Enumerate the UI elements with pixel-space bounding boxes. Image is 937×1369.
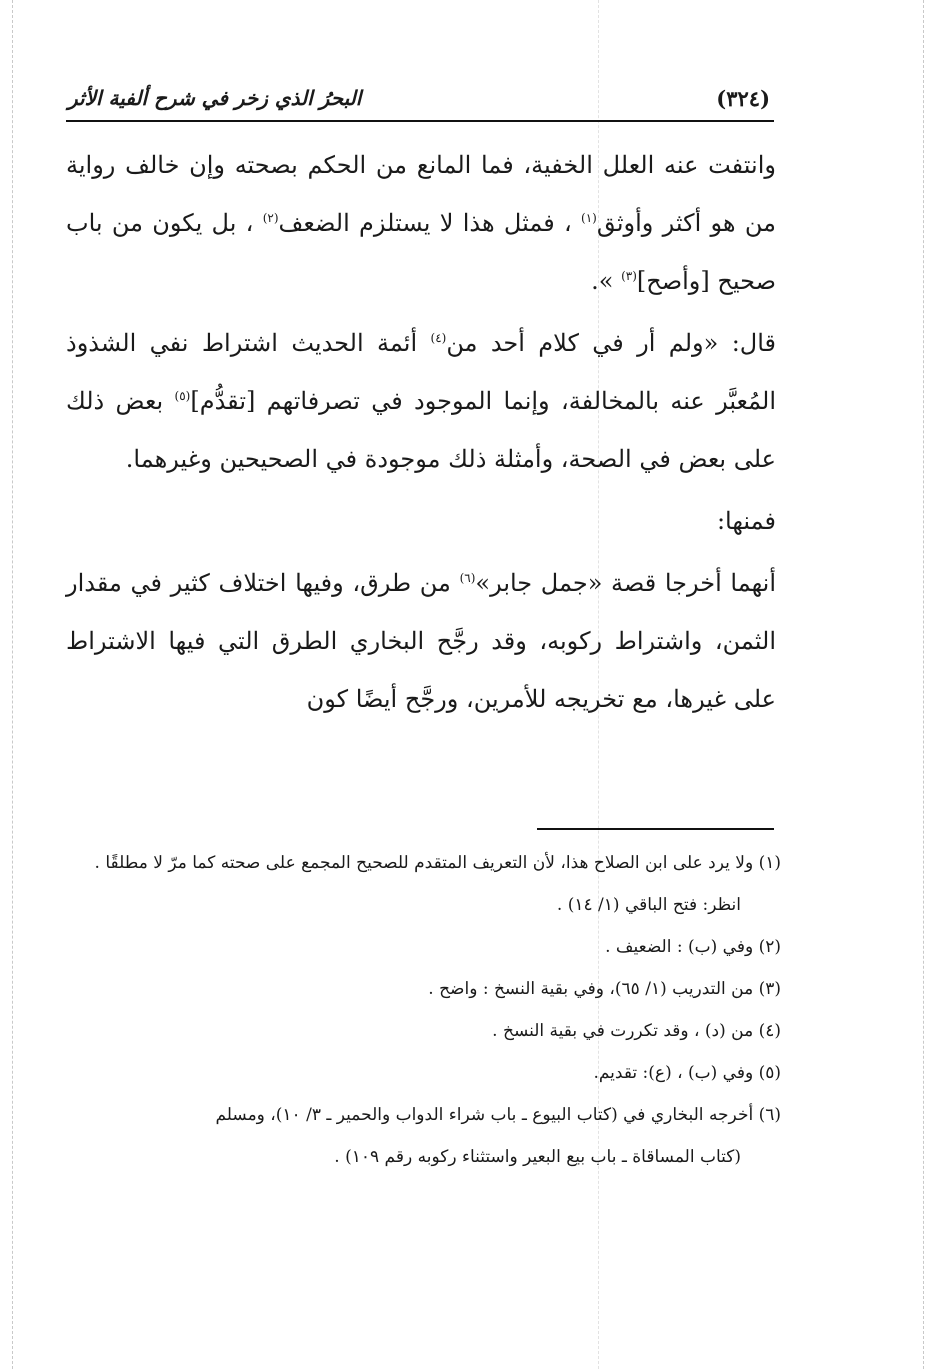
paragraph-3: فمنها:	[716, 507, 776, 535]
paragraph-4-text-b: من طرق، وفيها اختلاف كثير في مقدار الثمن، واشتراط ركوبه، وقد رجَّح البخاري الطرق التي فيها الاشتراط على غيرها، مع تخريجه للأمرين، ورجَّح أيضًا كون	[66, 569, 776, 713]
footnote-1: (١) ولا يرد على ابن الصلاح هذا، لأن التعريف المتقدم للصحيح المجمع على صحته كما مرّ لا مطلقًا .	[94, 853, 781, 873]
footnote-ref-1: (١)	[581, 211, 597, 225]
footnote-3: (٣) من التدريب (١/ ٦٥)، وفي بقية النسخ : واضح .	[428, 979, 781, 999]
footnote-ref-5: (٥)	[174, 389, 191, 403]
paragraph-1-text-c: ، بل يكون من باب صحيح [وأصح]	[66, 209, 776, 295]
footnote-2: (٢) وفي (ب) : الضعيف .	[605, 937, 781, 957]
paragraph-2	[66, 314, 776, 488]
footnote-separator	[537, 828, 774, 830]
footnote-4: (٤) من (د) ، وقد تكررت في بقية النسخ .	[492, 1021, 781, 1041]
footnote-ref-3: (٣)	[621, 269, 637, 283]
paragraph-4	[66, 554, 776, 728]
paragraph-1	[66, 136, 776, 310]
paragraph-1-text-b: ، فمثل هذا لا يستلزم الضعف	[278, 209, 581, 237]
running-title: البحرُ الذي زخر في شرح ألفية الأثر	[68, 86, 362, 110]
scan-guide-right	[923, 0, 924, 1369]
footnote-6: (٦) أخرجه البخاري في (كتاب البيوع ـ باب شراء الدواب والحمير ـ ٣/ ١٠)، ومسلم	[215, 1105, 781, 1125]
footnote-6-continued: (كتاب المساقاة ـ باب بيع البعير واستثناء ركوبه رقم ١٠٩) .	[334, 1147, 741, 1167]
page-header	[66, 82, 774, 122]
footnote-ref-4: (٤)	[430, 331, 447, 345]
paragraph-1-text-d: ».	[591, 267, 622, 295]
footnotes	[66, 842, 781, 1178]
paragraph-2-text-a: قال: «ولم أر في كلام أحد من	[446, 329, 777, 357]
footnote-ref-6: (٦)	[459, 571, 476, 585]
paragraph-2-text-b: أئمة الحديث اشتراط نفي الشذوذ المُعبَّر عنه بالمخالفة، وإنما الموجود في تصرفاتهم [تقدُّم]	[66, 329, 776, 415]
footnote-5: (٥) وفي (ب) ، (ع): تقديم.	[593, 1063, 781, 1083]
scan-guide-left	[12, 0, 13, 1369]
page-number: (٣٢٤)	[716, 86, 770, 111]
paragraph-4-text-a: أنهما أخرجا قصة «جمل جابر»	[475, 569, 776, 597]
footnote-1-reference: انظر: فتح الباقي (١/ ١٤) .	[556, 895, 741, 915]
main-text	[66, 136, 776, 728]
paragraph-2-text-c: بعض ذلك على بعض في الصحة، وأمثلة ذلك موجودة في الصحيحين وغيرهما.	[66, 387, 776, 473]
paragraph-1-text-a: وانتفت عنه العلل الخفية، فما المانع من الحكم بصحته وإن خالف رواية من هو أكثر وأوثق	[66, 151, 776, 237]
footnote-ref-2: (٢)	[262, 211, 279, 225]
